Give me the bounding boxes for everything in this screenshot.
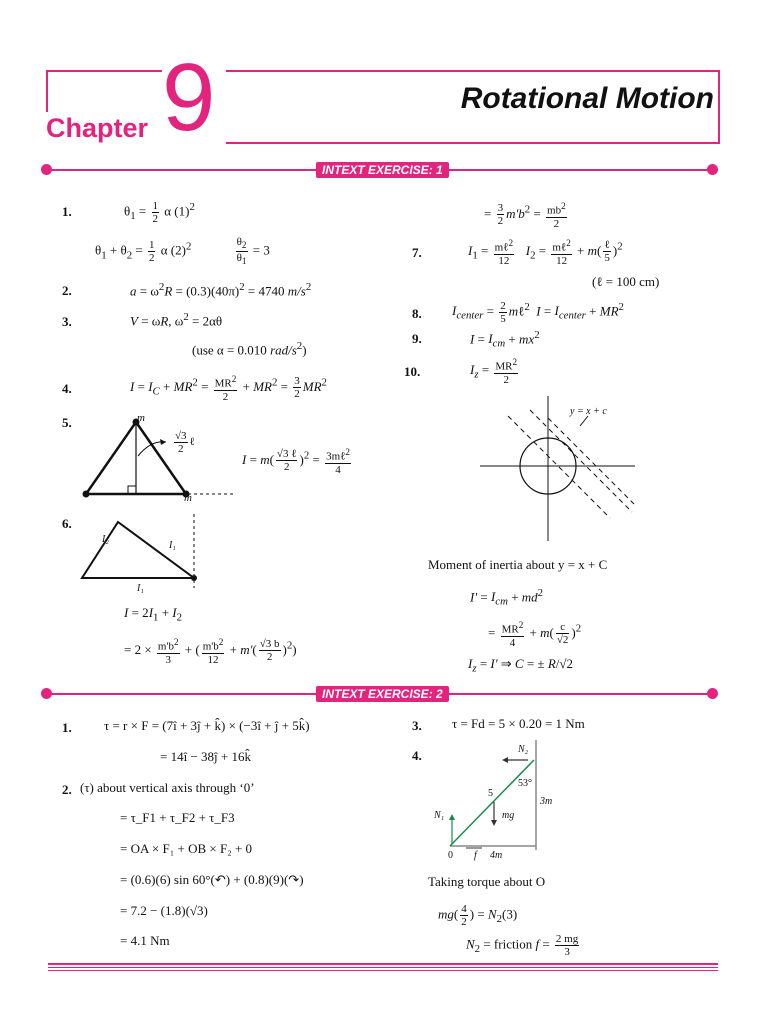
- fig-0: 0: [448, 850, 453, 861]
- label-pointer: [580, 416, 588, 426]
- q5-length-label: $\frac{√3}{2}$ ℓ: [175, 430, 195, 455]
- q5-number: 5.: [62, 415, 72, 430]
- q1-line2: $\theta_1 + \theta_2$ = $\frac{1}{2}$ α $(2)^2$ $\frac{\theta_2}{\theta_1}$ = 3: [95, 236, 270, 267]
- q1-number: 1.: [62, 204, 72, 219]
- r-line-result: $I_z = I'$ ⇒ C = ± R/√2: [468, 656, 574, 675]
- footer-line-3: [48, 970, 718, 971]
- q9-line: $I = I_{cm} + mx^2$: [470, 329, 540, 350]
- r-line-iprime: $I' = I_{cm} + md^2$: [470, 587, 544, 608]
- q6-triangle-figure: [78, 512, 208, 588]
- fig-n2: N₂: [518, 744, 529, 755]
- fig-4m: 4m: [490, 850, 503, 861]
- q3-line: V = ωR, $\omega^2 = 2\alpha\theta$: [130, 311, 223, 329]
- section-label-1: INTEXT EXERCISE: 1: [316, 162, 449, 178]
- torque-l2: $N_2$ = friction f = $\frac{2 mg}{3}$: [466, 933, 579, 958]
- q1-line1: $\theta_1$ = $\frac{1}{2}$ α $(1)^2$: [124, 200, 195, 225]
- e2q3-number: 3.: [412, 718, 422, 733]
- q9-number: 9.: [412, 331, 422, 346]
- e2q2-l5: = 4.1 Nm: [120, 933, 170, 948]
- q6-i1-label: I₁: [169, 540, 176, 551]
- q5-line: I = m( $\frac{\text{√3 ℓ}}{2}$ )$^2$ = $\frac{3m\ell^2}{4}$: [242, 447, 350, 476]
- footer-line-1: [48, 963, 718, 965]
- fig-f: f: [474, 850, 477, 861]
- q8-number: 8.: [412, 306, 422, 321]
- ladder-line: [450, 760, 534, 846]
- vertex-dot: [191, 575, 197, 581]
- q6-number: 6.: [62, 516, 72, 531]
- q6-line1: $I = 2I_1 + I_2$: [124, 605, 183, 624]
- dashed-line-1: [508, 416, 610, 518]
- arrow-head: [160, 439, 166, 445]
- chapter-label: Chapter: [46, 113, 149, 143]
- torque-text: Taking torque about O: [428, 874, 546, 889]
- fig-5: 5: [488, 788, 493, 799]
- q5-m-right: m: [184, 492, 192, 504]
- n2-arrowhead: [502, 757, 508, 763]
- moment-text: Moment of inertia about y = x + C: [428, 557, 608, 572]
- q3-note: (use α = 0.010 rad/$s^2$): [192, 340, 307, 358]
- e2q2-l4: = 7.2 − (1.8)(√3): [120, 903, 208, 918]
- q7-line: $I_1$ = $\frac{m\ell^2}{12}$ $I_2$ = $\frac{m\ell^2}{12}$ + m( $\frac{\text{ℓ}}{5}$ )$^2$: [468, 238, 623, 267]
- q10-line: $I_z$ = $\frac{MR^2}{2}$: [470, 357, 518, 386]
- e2q2-number: 2.: [62, 782, 72, 797]
- r-cont-line: = $\frac{3}{2}$ $m'b^2$ = $\frac{mb^2}{2}$: [484, 201, 566, 230]
- mass-dot-left: [83, 491, 90, 498]
- q6-i2-label: I₂: [102, 534, 109, 545]
- q3-number: 3.: [62, 314, 72, 329]
- q6-i1b-label: I₁: [137, 583, 144, 594]
- fig-n1: N₁: [434, 810, 445, 821]
- q5-triangle-figure: [76, 410, 236, 502]
- n1-arrowhead: [449, 814, 455, 820]
- q7-note: (ℓ = 100 cm): [592, 274, 660, 289]
- divider-dot-right: [707, 164, 718, 175]
- r-line-sum: = $\frac{MR^2}{4}$ + m( $\frac{c}{√2}$ )$^2$: [488, 620, 582, 649]
- q2-line: $a = \omega^2R = (0.3)(40\pi)^2 = 4740$ $m/s^2$: [130, 281, 312, 299]
- ladder-figure: [432, 740, 554, 862]
- q4-line: $I = I_C + MR^2$ = $\frac{MR^2}{2}$ + $MR^2$ = $\frac{3}{2}$ $MR^2$: [130, 374, 327, 403]
- chapter-title: Rotational Motion: [460, 82, 714, 115]
- e2q2-head: (τ) about vertical axis through ‘0’: [80, 780, 255, 795]
- e2q4-number: 4.: [412, 748, 422, 763]
- q10-fig-label: y = x + c: [570, 406, 607, 417]
- triangle-shape-2: [82, 522, 194, 578]
- fig-53: 53°: [518, 778, 532, 789]
- e2q1-line1: τ = r × F = (7î + 3ĵ + k̂) × (−3î + ĵ + 5k̂): [104, 718, 310, 733]
- q2-number: 2.: [62, 283, 72, 298]
- q10-number: 10.: [404, 364, 421, 379]
- e2q2-l3: = (0.6)(6) sin 60°(↶) + (0.8)(9)(↷): [120, 872, 304, 887]
- q10-circle-figure: [480, 396, 640, 541]
- section-label-2: INTEXT EXERCISE: 2: [316, 686, 449, 702]
- e2q2-l1: = τ_F1 + τ_F2 + τ_F3: [120, 810, 235, 825]
- e2q3-line: τ = Fd = 5 × 0.20 = 1 Nm: [452, 716, 585, 731]
- q7-number: 7.: [412, 245, 422, 260]
- e2q2-l2: = OA × F₁ + OB × F₂ + 0: [120, 841, 253, 856]
- e2q1-number: 1.: [62, 720, 72, 735]
- footer-line-2: [48, 967, 718, 968]
- q5-m-top: m: [137, 412, 145, 424]
- divider2-dot-right: [707, 688, 718, 699]
- fig-mg: mg: [502, 810, 515, 821]
- e2q1-line2: = 14î − 38ĵ + 16k̂: [160, 749, 251, 764]
- fig-3m: 3m: [540, 796, 553, 807]
- mg-arrowhead: [491, 820, 497, 826]
- torque-l1: mg( $\frac{4}{2}$ ) = $N_2(3)$: [438, 903, 518, 928]
- q6-line2: = 2 × $\frac{m'b^2}{3}$ + ( $\frac{m'b^2}{12}$ + m'( $\frac{√3 b}{2}$ )$^2$): [124, 637, 297, 666]
- header-frame: [46, 70, 162, 112]
- chapter-number: 9: [162, 44, 216, 151]
- q8-line: $I_{center}$ = $\frac{2}{5}$ mℓ$^2$ $I = I_{center} + MR^2$: [452, 300, 624, 325]
- q4-number: 4.: [62, 381, 72, 396]
